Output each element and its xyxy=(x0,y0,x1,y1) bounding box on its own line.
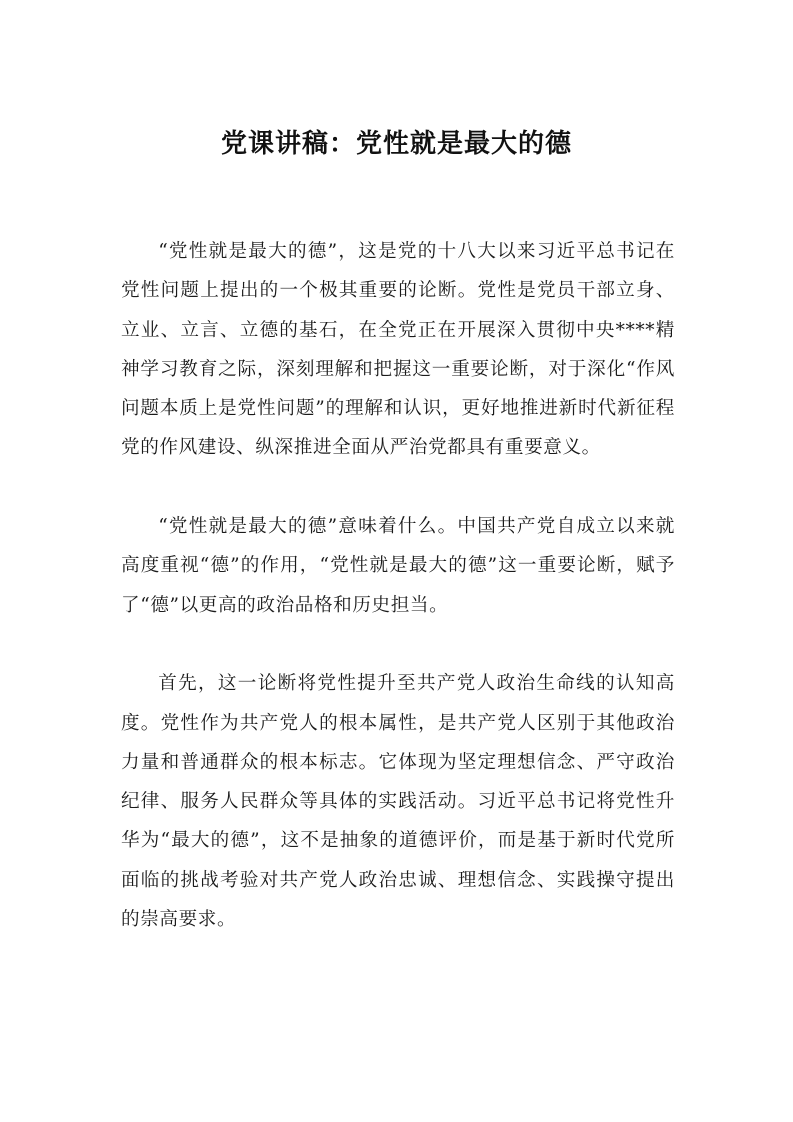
document-body xyxy=(121,232,675,939)
paragraph: “党性就是最大的德”，这是党的十八大以来习近平总书记在党性问题上提出的一个极其重要的论断。党性是党员干部立身、立业、立言、立德的基石，在全党正在开展深入贯彻中央****精神学习教育之际，深刻理解和把握这一重要论断，对于深化“作风问题本质上是党性问题”的理解和认识，更好地推进新时代新征程党的作风建设、纵深推进全面从严治党都具有重要意义。 xyxy=(121,241,675,459)
paragraph: 首先，这一论断将党性提升至共产党人政治生命线的认知高度。党性作为共产党人的根本属性，是共产党人区别于其他政治力量和普通群众的根本标志。它体现为坚定理想信念、严守政治纪律、服务人民群众等具体的实践活动。习近平总书记将党性升华为“最大的德”，这不是抽象的道德评价，而是基于新时代党所面临的挑战考验对共产党人政治忠诚、理想信念、实践操守提出的崇高要求。 xyxy=(121,673,675,931)
document-title: 党课讲稿：党性就是最大的德 xyxy=(220,129,572,159)
paragraph: “党性就是最大的德”意味着什么。中国共产党自成立以来就高度重视“德”的作用，“党性就是最大的德”这一重要论断，赋予了“德”以更高的政治品格和历史担当。 xyxy=(121,516,675,616)
